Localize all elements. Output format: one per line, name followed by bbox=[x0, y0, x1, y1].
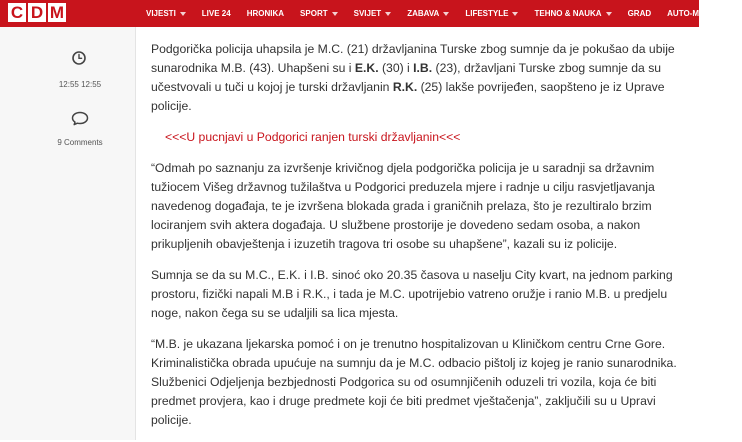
article-paragraph: Podgorička policija uhapsila je M.C. (21) državljanina Turske zbog sumnje da je pokušao da ubije sunarodnika M.B. (43). Uhapšeni su i E.K. (30) i I.B. (23), državljani Turske zbog sumnje da su učestvovali u tuči u kojoj je turski državljanin R.K. (25) lakše povrijeđen, saopšteno je iz Uprave policije. bbox=[151, 42, 675, 113]
chevron-down-icon bbox=[332, 12, 338, 16]
nav-label: LIFESTYLE bbox=[465, 9, 509, 18]
nav-label: LIVE 24 bbox=[201, 9, 231, 18]
chevron-down-icon bbox=[443, 12, 449, 16]
nav-item-grad[interactable] bbox=[628, 9, 652, 18]
nav-item-vijesti[interactable] bbox=[146, 9, 186, 18]
main-menu bbox=[146, 0, 742, 27]
top-navigation-bar bbox=[0, 0, 717, 27]
nav-label: HRONIKA bbox=[246, 9, 285, 18]
chevron-down-icon bbox=[180, 12, 186, 16]
nav-item-hronika[interactable] bbox=[247, 9, 284, 18]
chevron-down-icon bbox=[512, 12, 518, 16]
article-paragraph: “Odmah po saznanju za izvršenje krivičnog djela podgorička policija je u saradnji sa državnim tužiocem Višeg državnog tužilaštva u Podgorici preduzela mjere i radnje u cilju rasvjetljavanja navedenog događaja, te je izvršena blokada grada i graničnih prelaza, što je rezultiralo brzim lociranjem svih aktera događaja. U službene prostorije je dovedeno sedam osoba, a nakon prikupljenih obavještenja i izuzetih tragova tri osobe su uhapšene”, kazali su iz policije. bbox=[151, 161, 655, 251]
nav-label: VIJESTI bbox=[146, 9, 176, 18]
nav-item-zabava[interactable] bbox=[407, 9, 449, 18]
clock-icon bbox=[72, 51, 86, 65]
nav-label: GRAD bbox=[627, 9, 652, 18]
nav-item-lifestyle[interactable] bbox=[465, 9, 518, 18]
logo-letter: M bbox=[49, 3, 65, 22]
article-paragraph: Sumnja se da su M.C., E.K. i I.B. sinoć oko 20.35 časova u naselju City kvart, na jednom parking prostoru, fizički napali M.B i R.K., i tada je M.C. upotrijebio vatreno oružje i ranio M.B. u predjelu noge, nakon čega su se udaljili sa lica mjesta. bbox=[151, 268, 673, 320]
nav-item-sport[interactable] bbox=[300, 9, 338, 18]
nav-label: SVIJET bbox=[353, 9, 382, 18]
nav-label: ZABAVA bbox=[407, 9, 440, 18]
nav-item-auto-moto[interactable] bbox=[667, 9, 726, 18]
nav-label: SPORT bbox=[300, 9, 328, 18]
logo-letter: D bbox=[28, 3, 46, 22]
related-article-link[interactable]: <<<U pucnjavi u Podgorici ranjen turski državljanin<<< bbox=[165, 130, 461, 144]
article-paragraph: “M.B. je ukazana ljekarska pomoć i on je trenutno hospitalizovan u Kliničkom centru Crne Gore. Kriminalistička obrada upućuje na sumnju da je M.C. odbacio pištolj iz kojeg je ranio sunarodnika. Službenici Odjeljenja bezbjednosti Podgorica su od osumnjičenih oduzeli tri vozila, koja će biti predmet provjera, kao i druge predmete koji će biti predmet vještačenja”, zaključili su u Upravi policije. bbox=[151, 337, 677, 427]
publish-time: 12:55 12:55 bbox=[58, 80, 102, 89]
article-body bbox=[151, 40, 691, 442]
nav-item-tehno-nauka[interactable] bbox=[534, 9, 611, 18]
cdm-logo[interactable] bbox=[8, 3, 66, 24]
nav-label: TEHNO & NAUKA bbox=[534, 9, 602, 18]
logo-letter: C bbox=[8, 3, 26, 22]
chevron-down-icon bbox=[606, 12, 612, 16]
chevron-down-icon bbox=[385, 12, 391, 16]
chevron-down-icon bbox=[720, 12, 726, 16]
nav-item-live24[interactable] bbox=[202, 9, 231, 18]
comment-icon[interactable] bbox=[71, 111, 89, 126]
nav-item-svijet[interactable] bbox=[354, 9, 392, 18]
nav-label: AUTO-MOTO bbox=[667, 9, 717, 18]
comments-count[interactable]: 9 Comments bbox=[57, 138, 103, 147]
